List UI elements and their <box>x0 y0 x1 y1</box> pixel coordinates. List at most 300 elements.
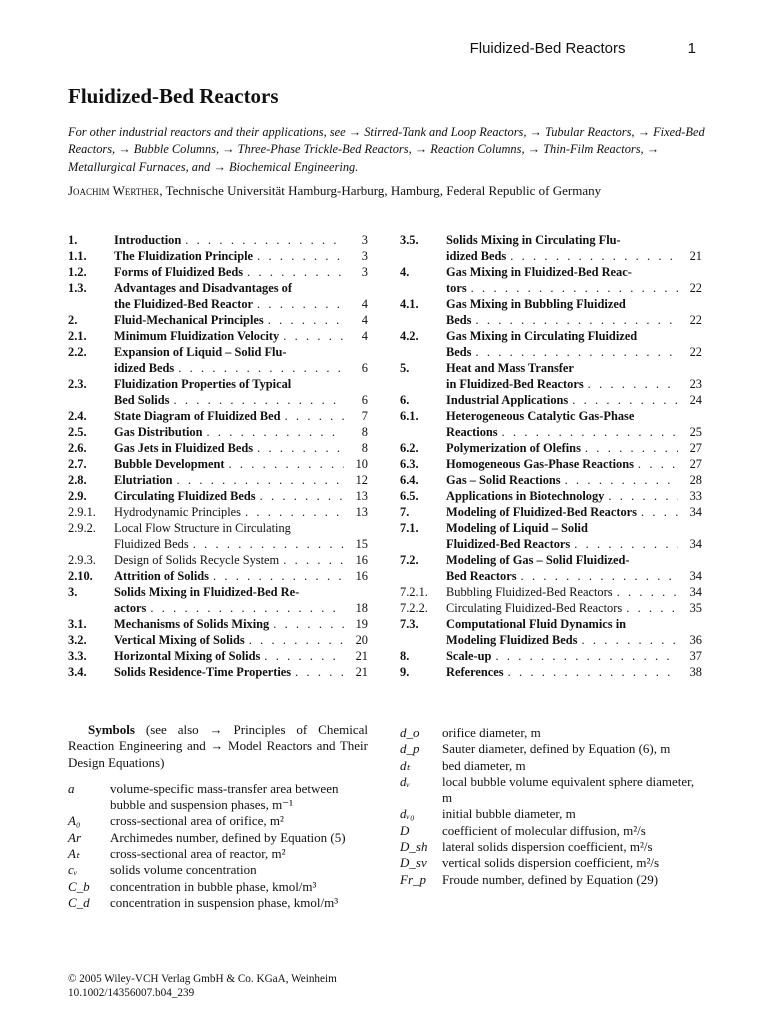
toc-entry-line <box>114 232 344 248</box>
toc-leader-dots <box>264 312 344 328</box>
toc-entry <box>400 472 702 488</box>
symbols-intro-text: (see also → Principles of Chemical Reaction Engineering and → Model Reactors and Their Design Equations) <box>68 722 368 770</box>
toc-entry <box>400 520 702 552</box>
symbol-entry <box>400 806 702 822</box>
toc-entry-text: Minimum Fluidization Velocity <box>114 329 280 343</box>
toc-entry-number: 6.2. <box>400 441 419 455</box>
symbol-entry <box>400 774 702 807</box>
toc-entry-text: Gas Mixing in Fluidized-Bed Reac- <box>446 265 632 279</box>
toc-entry <box>400 584 702 600</box>
toc-entry-text: Computational Fluid Dynamics in <box>446 617 627 631</box>
symbol-definition: coefficient of molecular diffusion, m²/s <box>442 822 646 838</box>
toc-entry-title <box>114 264 344 280</box>
toc-entry-title <box>446 264 678 296</box>
toc-entry-line <box>114 456 344 472</box>
toc-entry-line <box>446 616 678 632</box>
symbol-definition: initial bubble diameter, m <box>442 806 576 822</box>
symbol-term: cᵥ <box>68 862 78 878</box>
toc-entry-title <box>114 472 344 488</box>
toc-entry-page: 22 <box>689 345 702 359</box>
toc-entry-number: 3.1. <box>68 617 87 631</box>
toc-entry-line <box>446 440 678 456</box>
toc-entry-number: 7. <box>400 505 410 519</box>
toc-entry-page: 25 <box>689 425 702 439</box>
toc-entry-line <box>114 472 344 488</box>
toc-entry-text: Forms of Fluidized Beds <box>114 265 244 279</box>
toc-entry-line <box>114 392 344 408</box>
toc-entry-number: 3.2. <box>68 633 87 647</box>
author-line <box>68 183 708 199</box>
toc-entry-text: Industrial Applications <box>446 393 569 407</box>
symbol-definition: cross-sectional area of orifice, m² <box>110 813 284 829</box>
toc-leader-dots <box>281 408 344 424</box>
toc-entry-line <box>114 584 344 600</box>
toc-leader-dots <box>181 232 344 248</box>
author-affiliation: , Technische Universität Hamburg-Harburg, Hamburg, Federal Republic of Germany <box>159 183 602 198</box>
toc-entry-number: 7.2. <box>400 553 419 567</box>
toc-entry-page: 34 <box>689 537 702 551</box>
toc-entry-page: 22 <box>689 281 702 295</box>
toc-entry <box>68 344 368 376</box>
toc-entry-number: 2.9.3. <box>68 553 96 567</box>
toc-entry <box>68 440 368 456</box>
toc-entry-page: 35 <box>689 601 702 615</box>
toc-entry-text: Fluidized Beds <box>114 537 189 551</box>
toc-leader-dots <box>637 504 678 520</box>
toc-leader-dots <box>269 616 344 632</box>
toc-entry-number: 7.2.2. <box>400 601 428 615</box>
toc-entry-text: Fluidized-Bed Reactors <box>446 537 571 551</box>
toc-entry-number: 3. <box>68 585 78 599</box>
symbol-definition: bed diameter, m <box>442 757 526 773</box>
toc-entry-text: Gas Jets in Fluidized Beds <box>114 441 254 455</box>
toc-entry-page: 4 <box>361 313 368 327</box>
symbol-term: D_sh <box>400 839 428 855</box>
toc-entry-page: 8 <box>361 425 368 439</box>
toc-entry-number: 2.7. <box>68 457 87 471</box>
symbol-entry <box>68 830 368 846</box>
toc-entry-line <box>446 424 678 440</box>
toc-entry-line <box>446 456 678 472</box>
toc-leader-dots <box>189 536 344 552</box>
toc-entry <box>68 488 368 504</box>
toc-leader-dots <box>622 600 678 616</box>
toc-entry-text: Scale-up <box>446 649 492 663</box>
toc-entry <box>400 616 702 648</box>
toc-entry-page: 34 <box>689 569 702 583</box>
symbol-entry <box>68 846 368 862</box>
toc-entry <box>68 232 368 248</box>
toc-entry-text: Attrition of Solids <box>114 569 209 583</box>
toc-entry-line <box>446 632 678 648</box>
toc-entry-page: 13 <box>355 505 368 519</box>
toc-entry-number: 9. <box>400 665 410 679</box>
toc-entry-title <box>114 520 344 552</box>
symbol-definition: concentration in suspension phase, kmol/m³ <box>110 894 339 910</box>
running-head <box>470 40 696 57</box>
symbol-term: dᵥ <box>400 773 411 789</box>
toc-leader-dots <box>253 296 344 312</box>
symbols-list-right <box>400 725 702 888</box>
toc-entry-number: 2.9.2. <box>68 521 96 535</box>
toc-entry-title <box>446 488 678 504</box>
toc-entry-number: 6.5. <box>400 489 419 503</box>
toc-entry-line <box>446 472 678 488</box>
toc-entry <box>68 328 368 344</box>
toc-entry-page: 22 <box>689 313 702 327</box>
symbol-entry <box>400 855 702 871</box>
toc-entry-page: 21 <box>355 665 368 679</box>
toc-entry-line <box>114 408 344 424</box>
symbol-entry <box>400 758 702 774</box>
toc-entry-page: 16 <box>355 569 368 583</box>
toc-entry-page: 34 <box>689 505 702 519</box>
toc-entry-text: Bed Reactors <box>446 569 517 583</box>
page-number: 1 <box>687 40 696 57</box>
running-head-title: Fluidized-Bed Reactors <box>469 40 626 57</box>
toc-entry-text: Introduction <box>114 233 182 247</box>
copyright: © 2005 Wiley-VCH Verlag GmbH & Co. KGaA, Weinheim <box>68 973 337 985</box>
symbol-entry <box>68 879 368 895</box>
symbol-definition: volume-specific mass-transfer area between bubble and suspension phases, m⁻¹ <box>110 780 339 813</box>
article-title: Fluidized-Bed Reactors <box>68 84 279 108</box>
toc-entry-title <box>114 664 344 680</box>
toc-entry-number: 1. <box>68 233 78 247</box>
toc-entry <box>68 280 368 312</box>
toc-entry-line <box>114 520 344 536</box>
toc-entry-text: Solids Residence-Time Properties <box>114 665 292 679</box>
toc-entry <box>400 408 702 440</box>
toc-entry-number: 2.10. <box>68 569 93 583</box>
symbol-entry <box>68 895 368 911</box>
toc-entry-page: 27 <box>689 457 702 471</box>
symbol-term: D_sv <box>400 855 427 871</box>
toc-entry <box>68 472 368 488</box>
toc-entry-text: Modeling Fluidized Beds <box>446 633 578 647</box>
toc-entry-page: 38 <box>689 665 702 679</box>
toc-entry-page: 19 <box>355 617 368 631</box>
toc-entry <box>400 328 702 360</box>
toc-entry-text: Fluid-Mechanical Principles <box>114 313 264 327</box>
toc-entry <box>68 616 368 632</box>
toc-entry <box>400 440 702 456</box>
toc-entry <box>400 456 702 472</box>
toc-leader-dots <box>256 488 344 504</box>
toc-entry-text: Gas – Solid Reactions <box>446 473 561 487</box>
toc-leader-dots <box>570 536 678 552</box>
toc-entry-number: 1.2. <box>68 265 87 279</box>
toc-entry-line <box>114 376 344 392</box>
symbol-term: dᵥ₀ <box>400 806 415 822</box>
toc-entry-number: 4. <box>400 265 410 279</box>
toc-entry-text: Modeling of Liquid – Solid <box>446 521 588 535</box>
toc-entry <box>68 456 368 472</box>
toc-entry-text: Circulating Fluidized Beds <box>114 489 256 503</box>
doi: 10.1002/14356007.b04_239 <box>68 987 195 999</box>
toc-entry <box>400 648 702 664</box>
toc-entry-page: 20 <box>355 633 368 647</box>
toc-entry-text: idized Beds <box>114 361 175 375</box>
toc-entry-title <box>114 376 344 408</box>
symbol-definition: orifice diameter, m <box>442 725 541 740</box>
toc-entry-line <box>114 424 344 440</box>
toc-entry-text: References <box>446 665 504 679</box>
toc-leader-dots <box>174 360 344 376</box>
toc-entry-text: Horizontal Mixing of Solids <box>114 649 261 663</box>
toc-entry-page: 36 <box>689 633 702 647</box>
toc-leader-dots <box>581 440 678 456</box>
footer <box>68 972 337 1000</box>
symbol-definition: local bubble volume equivalent sphere diameter, m <box>442 773 695 806</box>
toc-entry <box>400 488 702 504</box>
toc-entry-page: 23 <box>689 377 702 391</box>
toc-entry-line <box>446 296 678 312</box>
toc-entry-page: 34 <box>689 585 702 599</box>
toc-leader-dots <box>279 328 344 344</box>
symbol-definition: vertical solids dispersion coefficient, m²/s <box>442 855 660 871</box>
symbol-term: dₜ <box>400 757 411 773</box>
toc-leader-dots <box>260 648 344 664</box>
symbols-heading: Symbols <box>88 722 135 737</box>
toc-entry-text: Gas Distribution <box>114 425 203 439</box>
toc-entry-line <box>446 328 678 344</box>
toc-entry-line <box>446 392 678 408</box>
toc-entry-line <box>446 232 678 248</box>
symbol-entry <box>68 813 368 829</box>
toc-leader-dots <box>584 376 678 392</box>
toc-entry-title <box>446 392 678 408</box>
toc-entry-line <box>446 280 678 296</box>
toc-entry-line <box>446 376 678 392</box>
toc-entry-text: Gas Mixing in Bubbling Fluidized <box>446 297 626 311</box>
toc-entry-text: Vertical Mixing of Solids <box>114 633 245 647</box>
symbol-definition: lateral solids dispersion coefficient, m²/s <box>442 839 653 855</box>
toc-entry <box>400 392 702 408</box>
toc-leader-dots <box>517 568 678 584</box>
toc-entry-text: the Fluidized-Bed Reactor <box>114 297 254 311</box>
toc-entry-line <box>114 536 344 552</box>
toc-entry <box>68 632 368 648</box>
toc-leader-dots <box>241 504 344 520</box>
toc-entry-line <box>114 664 344 680</box>
toc-entry-line <box>446 264 678 280</box>
toc-entry-text: Bed Solids <box>114 393 170 407</box>
toc-entry <box>68 568 368 584</box>
toc-entry-line <box>446 648 678 664</box>
toc-entry-title <box>446 648 678 664</box>
symbol-entry <box>400 823 702 839</box>
toc-entry-title <box>114 312 344 328</box>
symbol-entry <box>68 862 368 878</box>
toc-entry <box>68 408 368 424</box>
toc-entry-number: 2.9. <box>68 489 87 503</box>
toc-entry-line <box>446 504 678 520</box>
toc-entry-line <box>446 552 678 568</box>
toc-entry-title <box>446 472 678 488</box>
toc-entry-page: 21 <box>689 249 702 263</box>
toc-entry-page: 33 <box>689 489 702 503</box>
toc-entry-line <box>114 360 344 376</box>
toc-entry-text: Solids Mixing in Fluidized-Bed Re- <box>114 585 300 599</box>
toc-leader-dots <box>568 392 678 408</box>
toc-entry-line <box>114 328 344 344</box>
toc-leader-dots <box>253 248 344 264</box>
symbol-term: a <box>68 780 75 796</box>
toc-entry-title <box>114 280 344 312</box>
toc-entry-text: Heat and Mass Transfer <box>446 361 574 375</box>
toc-entry-line <box>114 568 344 584</box>
toc-entry <box>400 296 702 328</box>
symbol-definition: Archimedes number, defined by Equation (5) <box>110 829 346 845</box>
toc-entry-title <box>446 232 678 264</box>
toc-entry-text: Homogeneous Gas-Phase Reactions <box>446 457 634 471</box>
toc-entry-number: 6. <box>400 393 410 407</box>
toc-entry-line <box>114 248 344 264</box>
toc-entry <box>68 504 368 520</box>
toc-leader-dots <box>291 664 344 680</box>
symbol-definition: Sauter diameter, defined by Equation (6), m <box>442 741 671 757</box>
toc-entry-page: 10 <box>355 457 368 471</box>
toc-entry <box>400 552 702 584</box>
toc-entry-number: 2.8. <box>68 473 87 487</box>
toc-entry-line <box>114 632 344 648</box>
toc-entry-title <box>446 584 678 600</box>
toc-entry-text: The Fluidization Principle <box>114 249 254 263</box>
toc-entry-number: 6.1. <box>400 409 419 423</box>
toc-entry-number: 7.2.1. <box>400 585 428 599</box>
symbol-definition: concentration in bubble phase, kmol/m³ <box>110 878 317 894</box>
toc-entry-number: 3.4. <box>68 665 87 679</box>
toc-entry-text: Fluidization Properties of Typical <box>114 377 292 391</box>
symbol-entry <box>68 781 368 814</box>
toc-leader-dots <box>498 424 678 440</box>
toc-leader-dots <box>245 632 344 648</box>
toc-leader-dots <box>471 344 678 360</box>
toc-entry-line <box>446 344 678 360</box>
toc-entry-text: Elutriation <box>114 473 173 487</box>
symbols-column-right <box>400 725 702 888</box>
symbol-definition: Froude number, defined by Equation (29) <box>442 871 659 887</box>
toc-entry-number: 8. <box>400 649 410 663</box>
toc-entry <box>68 312 368 328</box>
toc-entry-text: Beds <box>446 345 472 359</box>
toc-leader-dots <box>202 424 344 440</box>
toc-leader-dots <box>634 456 678 472</box>
symbols-intro <box>68 722 368 771</box>
toc-entry-text: Reactions <box>446 425 498 439</box>
toc-entry-text: Modeling of Gas – Solid Fluidized- <box>446 553 630 567</box>
toc-leader-dots <box>173 472 344 488</box>
symbol-term: C_d <box>68 894 90 910</box>
toc-entry <box>400 600 702 616</box>
toc-entry-page: 27 <box>689 441 702 455</box>
toc-entry-title <box>114 328 344 344</box>
toc-entry-text: Solids Mixing in Circulating Flu- <box>446 233 621 247</box>
toc-entry-text: tors <box>446 281 467 295</box>
symbol-definition: cross-sectional area of reactor, m² <box>110 846 286 862</box>
toc-entry-line <box>114 504 344 520</box>
toc-leader-dots <box>578 632 679 648</box>
toc-entry-title <box>114 584 344 616</box>
toc-entry-text: State Diagram of Fluidized Bed <box>114 409 281 423</box>
toc-entry-text: Beds <box>446 313 472 327</box>
toc-entry <box>400 232 702 264</box>
toc-column-right <box>400 232 702 680</box>
toc-entry-title <box>114 632 344 648</box>
toc-leader-dots <box>613 584 678 600</box>
toc-entry-line <box>114 296 344 312</box>
toc-entry-title <box>114 408 344 424</box>
toc-entry-text: in Fluidized-Bed Reactors <box>446 377 584 391</box>
toc-entry-page: 3 <box>361 265 368 279</box>
toc-leader-dots <box>225 456 345 472</box>
toc-leader-dots <box>209 568 344 584</box>
symbol-term: Fr_p <box>400 871 426 887</box>
toc-leader-dots <box>253 440 344 456</box>
symbol-definition: solids volume concentration <box>110 862 257 878</box>
toc-entry-line <box>114 648 344 664</box>
toc-entry-number: 1.1. <box>68 249 87 263</box>
toc-entry-text: Advantages and Disadvantages of <box>114 281 292 295</box>
symbol-term: d_o <box>400 725 420 740</box>
toc-entry-line <box>114 312 344 328</box>
toc-entry-text: Modeling of Fluidized-Bed Reactors <box>446 505 638 519</box>
toc-entry-line <box>114 552 344 568</box>
toc-entry-text: idized Beds <box>446 249 507 263</box>
toc-leader-dots <box>243 264 344 280</box>
toc-entry-line <box>446 664 678 680</box>
symbol-entry <box>400 839 702 855</box>
toc-entry-number: 1.3. <box>68 281 87 295</box>
toc-entry-line <box>446 568 678 584</box>
toc-entry-line <box>446 312 678 328</box>
toc-entry-text: Expansion of Liquid – Solid Flu- <box>114 345 287 359</box>
toc-entry-page: 3 <box>361 233 368 247</box>
toc-entry <box>68 648 368 664</box>
toc-entry-title <box>114 648 344 664</box>
toc-entry-line <box>114 264 344 280</box>
toc-entry-number: 6.3. <box>400 457 419 471</box>
toc-entry-title <box>446 360 678 392</box>
toc-entry-title <box>114 488 344 504</box>
toc-entry-page: 7 <box>361 409 368 423</box>
toc-entry-line <box>446 360 678 376</box>
toc-entry-title <box>446 616 678 648</box>
toc-entry-page: 4 <box>361 329 368 343</box>
toc-entry-text: Mechanisms of Solids Mixing <box>114 617 270 631</box>
toc-leader-dots <box>169 392 344 408</box>
toc-entry-number: 2.6. <box>68 441 87 455</box>
toc-entry-title <box>446 504 678 520</box>
toc-entry-text: Local Flow Structure in Circulating <box>114 521 291 535</box>
toc-leader-dots <box>506 248 678 264</box>
toc-entry-title <box>114 456 344 472</box>
toc-entry-number: 4.1. <box>400 297 419 311</box>
toc-entry-line <box>114 488 344 504</box>
toc-entry-number: 3.5. <box>400 233 419 247</box>
toc-column-left <box>68 232 368 680</box>
toc-entry-number: 2.4. <box>68 409 87 423</box>
symbol-term: Aₜ <box>68 846 80 862</box>
toc-entry-text: Bubbling Fluidized-Bed Reactors <box>446 585 613 599</box>
toc-entry-text: actors <box>114 601 147 615</box>
toc-entry-title <box>114 232 344 248</box>
toc-entry-number: 2.3. <box>68 377 87 391</box>
toc-entry-line <box>446 536 678 552</box>
toc-entry-page: 28 <box>689 473 702 487</box>
symbol-entry <box>400 741 702 757</box>
toc-entry-text: Polymerization of Olefins <box>446 441 581 455</box>
